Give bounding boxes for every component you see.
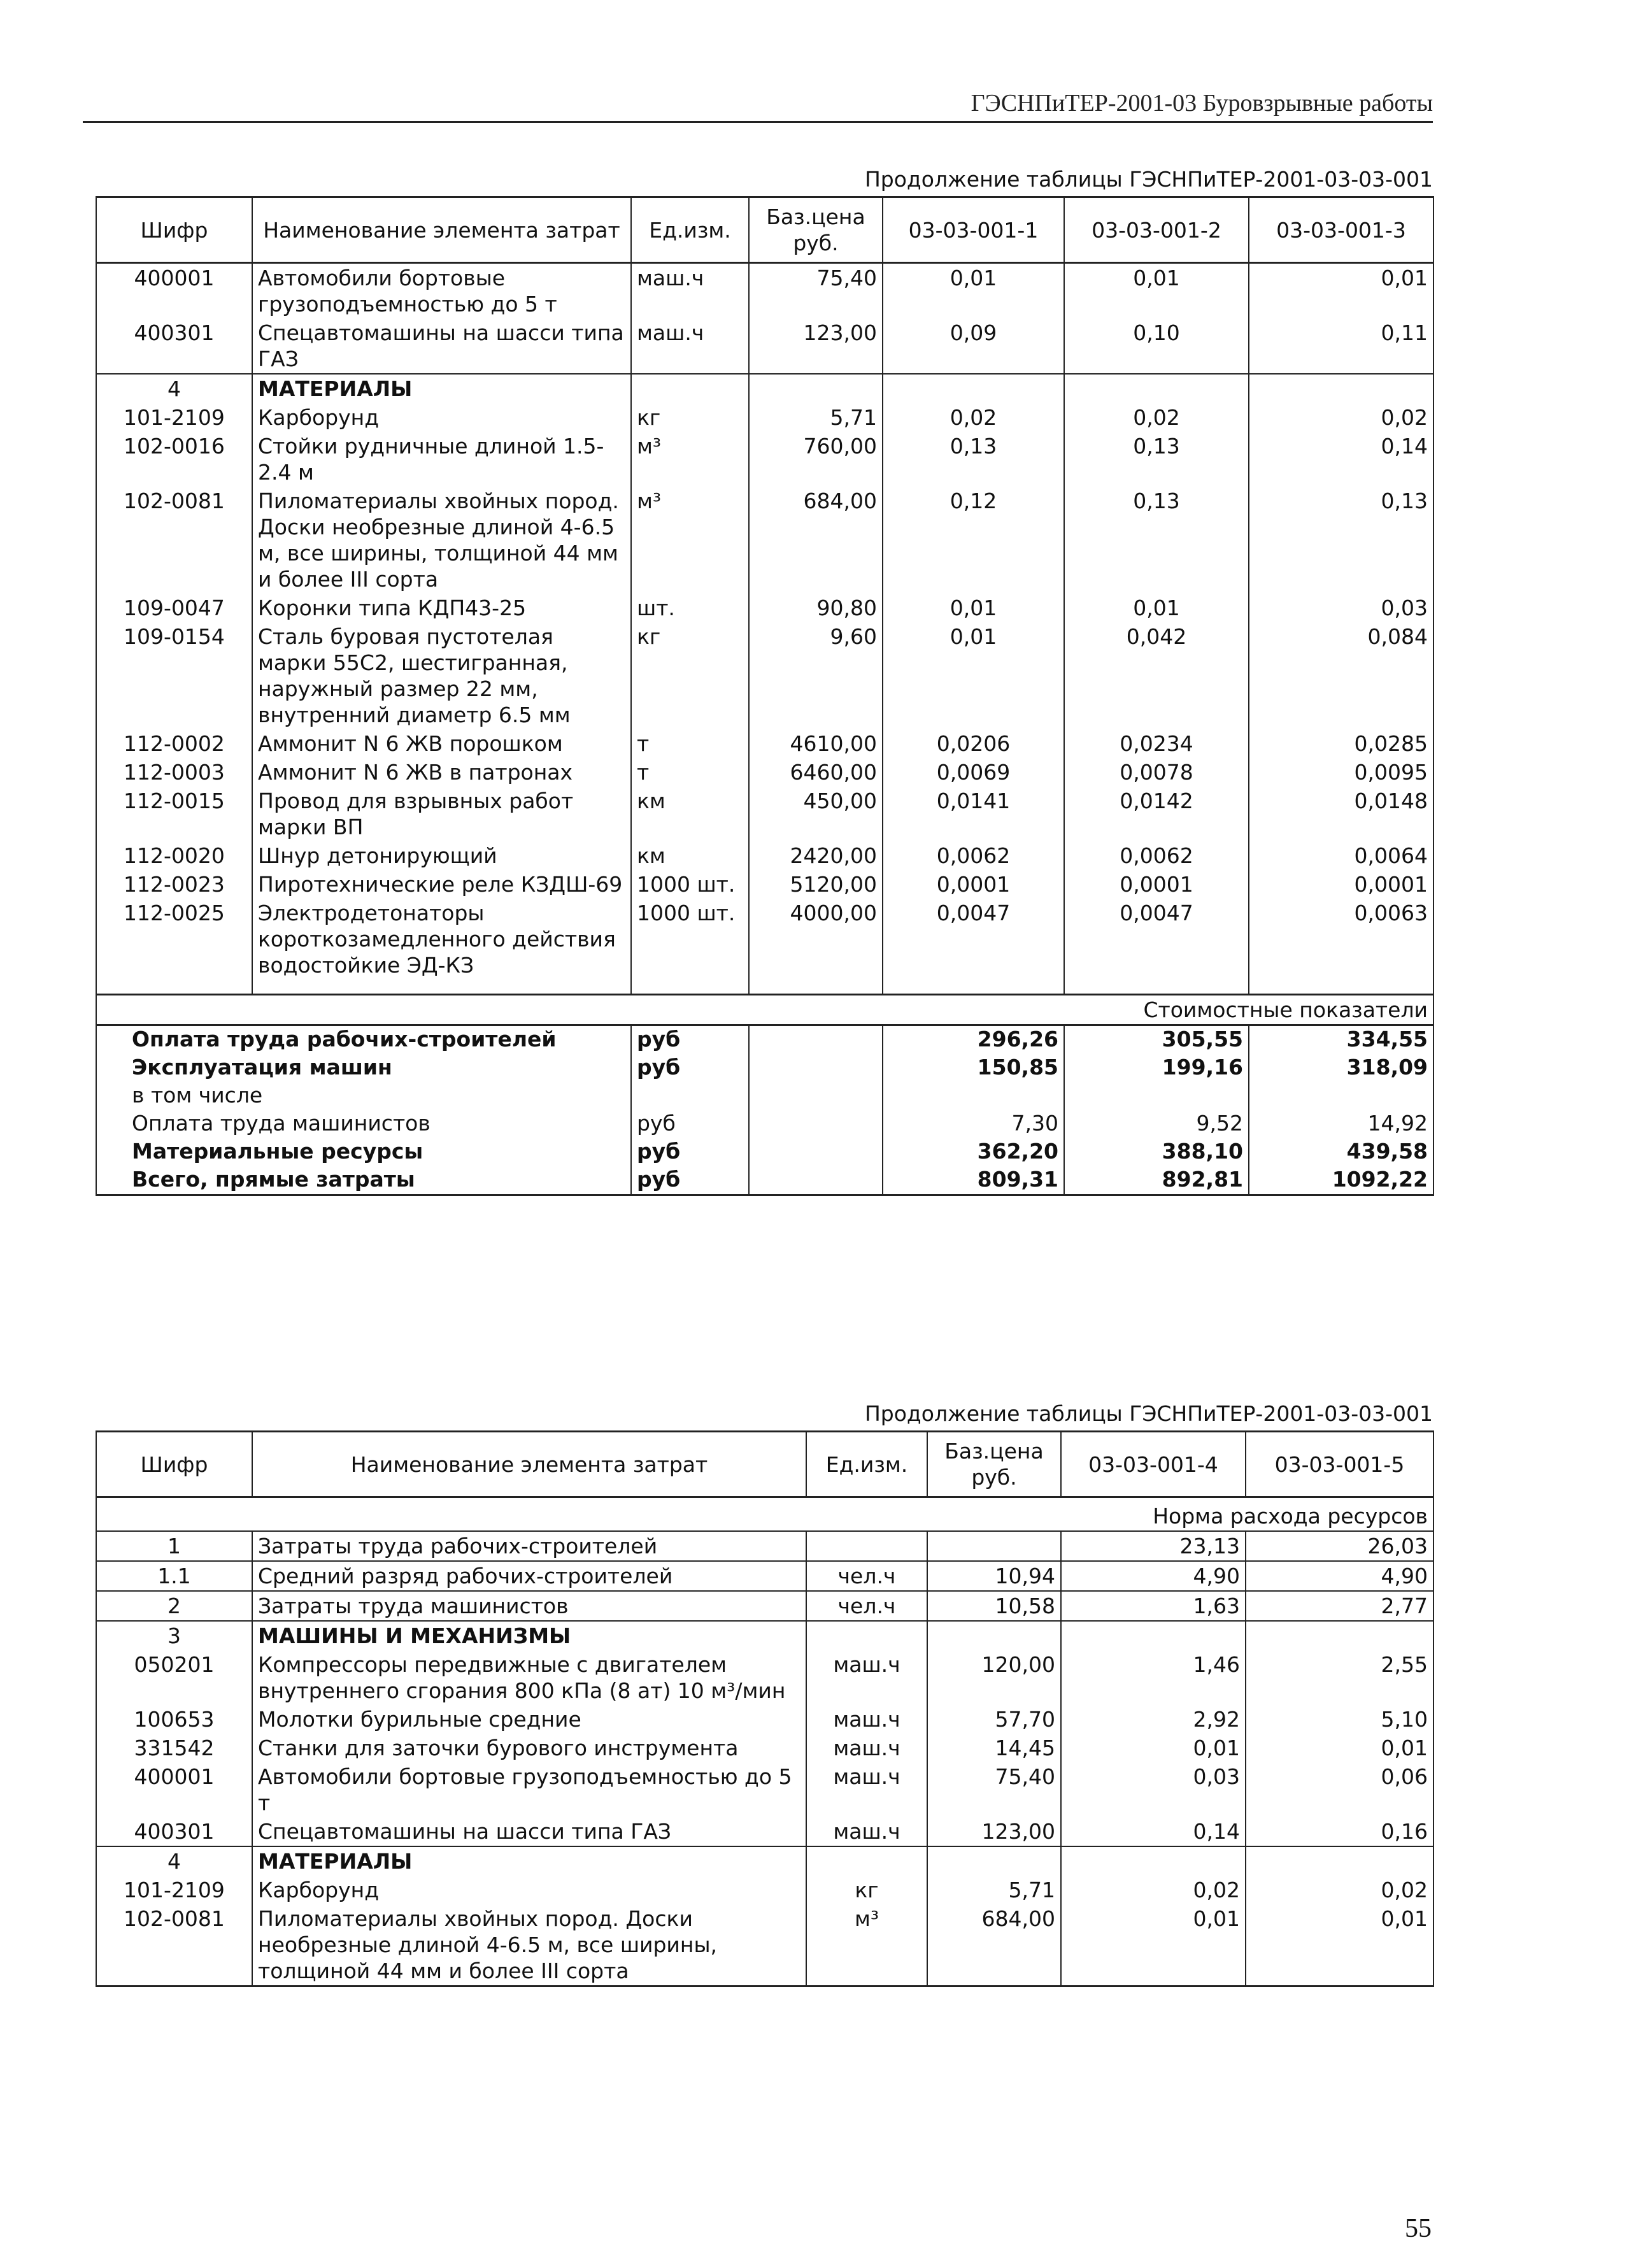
resource-name: Коронки типа КДП43-25 bbox=[252, 594, 631, 622]
resource-code: 101-2109 bbox=[96, 403, 252, 432]
norm-value: 0,084 bbox=[1249, 622, 1433, 729]
resource-price: 5,71 bbox=[749, 403, 883, 432]
resource-code: 112-0015 bbox=[96, 787, 252, 841]
cost-unit: руб bbox=[631, 1054, 749, 1082]
column-header: Шифр bbox=[96, 1432, 252, 1497]
resource-price: 10,94 bbox=[927, 1561, 1061, 1591]
resource-unit: маш.ч bbox=[806, 1817, 927, 1846]
resource-name: Пиломатериалы хвойных пород. Доски необрезные длиной 4-6.5 м, все ширины, толщиной 44 мм и более III сорта bbox=[252, 487, 631, 594]
empty-cell bbox=[749, 1082, 883, 1110]
norm-label: Норма расхода ресурсов bbox=[96, 1497, 1433, 1532]
resource-code: 400001 bbox=[96, 263, 252, 319]
norm-value: 0,02 bbox=[1249, 403, 1433, 432]
table1-body bbox=[96, 197, 1433, 1195]
resource-code: 112-0003 bbox=[96, 758, 252, 787]
resource-price: 4000,00 bbox=[749, 899, 883, 980]
cost-value: 296,26 bbox=[883, 1025, 1064, 1055]
resource-name: Аммонит N 6 ЖВ порошком bbox=[252, 729, 631, 758]
norm-value: 0,0047 bbox=[883, 899, 1064, 980]
resource-code: 050201 bbox=[96, 1650, 252, 1705]
resource-name: Спецавтомашины на шасси типа ГАЗ bbox=[252, 318, 631, 374]
table-row bbox=[96, 318, 1433, 374]
norm-value: 0,01 bbox=[1064, 594, 1249, 622]
norm-value: 0,01 bbox=[883, 594, 1064, 622]
resource-price: 10,58 bbox=[927, 1591, 1061, 1621]
cost-value bbox=[1249, 1082, 1433, 1110]
resource-name: Сталь буровая пустотелая марки 55С2, шестигранная, наружный размер 22 мм, внутренний диаметр 6.5 мм bbox=[252, 622, 631, 729]
resource-unit: чел.ч bbox=[806, 1561, 927, 1591]
table-row bbox=[96, 432, 1433, 487]
resource-price: 75,40 bbox=[749, 263, 883, 319]
table-row bbox=[96, 1621, 1433, 1650]
resource-code: 400301 bbox=[96, 318, 252, 374]
resource-price: 2420,00 bbox=[749, 841, 883, 870]
resource-unit: маш.ч bbox=[806, 1650, 927, 1705]
resource-name: МАТЕРИАЛЫ bbox=[252, 374, 631, 403]
norm-value: 0,09 bbox=[883, 318, 1064, 374]
resource-unit: км bbox=[631, 787, 749, 841]
resource-price: 14,45 bbox=[927, 1734, 1061, 1762]
resource-name: Пиротехнические реле КЗДШ-69 bbox=[252, 870, 631, 899]
norm-value: 0,02 bbox=[1064, 403, 1249, 432]
resource-name: Шнур детонирующий bbox=[252, 841, 631, 870]
table-row bbox=[96, 1650, 1433, 1705]
resource-code: 102-0081 bbox=[96, 487, 252, 594]
table-row bbox=[96, 1734, 1433, 1762]
cost-value: 439,58 bbox=[1249, 1138, 1433, 1166]
table-row bbox=[96, 1817, 1433, 1846]
table-row bbox=[96, 1561, 1433, 1591]
resource-price bbox=[927, 1846, 1061, 1876]
norm-value: 0,01 bbox=[1064, 263, 1249, 319]
resource-name: МАТЕРИАЛЫ bbox=[252, 1846, 806, 1876]
table-row bbox=[96, 1904, 1433, 1986]
resource-code: 331542 bbox=[96, 1734, 252, 1762]
resource-unit: м³ bbox=[631, 432, 749, 487]
resource-code: 3 bbox=[96, 1621, 252, 1650]
norm-value: 0,03 bbox=[1249, 594, 1433, 622]
page-header-title: ГЭСНПиТЕР-2001-03 Буровзрывные работы bbox=[971, 90, 1433, 117]
cost-unit: руб bbox=[631, 1025, 749, 1055]
table1-caption: Продолжение таблицы ГЭСНПиТЕР-2001-03-03-001 bbox=[864, 167, 1433, 192]
empty-cell bbox=[749, 1138, 883, 1166]
norm-value: 0,0234 bbox=[1064, 729, 1249, 758]
norm-value: 1,63 bbox=[1061, 1591, 1246, 1621]
table2-caption: Продолжение таблицы ГЭСНПиТЕР-2001-03-03-001 bbox=[864, 1401, 1433, 1426]
resource-price: 120,00 bbox=[927, 1650, 1061, 1705]
resource-code: 112-0002 bbox=[96, 729, 252, 758]
norm-value: 0,0148 bbox=[1249, 787, 1433, 841]
table-row bbox=[96, 1846, 1433, 1876]
norm-value bbox=[1061, 1846, 1246, 1876]
table-row bbox=[96, 1591, 1433, 1621]
norm-value: 0,03 bbox=[1061, 1762, 1246, 1817]
norm-value: 0,0078 bbox=[1064, 758, 1249, 787]
cost-value: 199,16 bbox=[1064, 1054, 1249, 1082]
resource-name: Автомобили бортовые грузоподъемностью до 5 т bbox=[252, 1762, 806, 1817]
table-row bbox=[96, 1531, 1433, 1561]
table-row bbox=[96, 729, 1433, 758]
resource-unit: кг bbox=[806, 1876, 927, 1904]
resource-code: 1.1 bbox=[96, 1561, 252, 1591]
norm-value: 2,92 bbox=[1061, 1705, 1246, 1734]
resource-price: 5,71 bbox=[927, 1876, 1061, 1904]
resource-price: 75,40 bbox=[927, 1762, 1061, 1817]
table-row bbox=[96, 841, 1433, 870]
resource-name: Автомобили бортовые грузоподъемностью до 5 т bbox=[252, 263, 631, 319]
table-row bbox=[96, 870, 1433, 899]
cost-name: в том числе bbox=[96, 1082, 631, 1110]
cost-row bbox=[96, 1166, 1433, 1195]
norm-label-row bbox=[96, 1497, 1433, 1532]
resource-code: 4 bbox=[96, 374, 252, 403]
resource-unit: шт. bbox=[631, 594, 749, 622]
norm-value: 0,16 bbox=[1246, 1817, 1433, 1846]
cost-value: 334,55 bbox=[1249, 1025, 1433, 1055]
resource-name: Карборунд bbox=[252, 1876, 806, 1904]
cost-value: 1092,22 bbox=[1249, 1166, 1433, 1195]
table-row bbox=[96, 787, 1433, 841]
cost-row bbox=[96, 1110, 1433, 1138]
resource-unit bbox=[806, 1846, 927, 1876]
cost-row bbox=[96, 1054, 1433, 1082]
column-header: Шифр bbox=[96, 197, 252, 263]
resource-code: 112-0020 bbox=[96, 841, 252, 870]
table-row bbox=[96, 1705, 1433, 1734]
resource-unit bbox=[806, 1531, 927, 1561]
norm-value: 5,10 bbox=[1246, 1705, 1433, 1734]
norm-value: 0,0063 bbox=[1249, 899, 1433, 980]
cost-unit: руб bbox=[631, 1110, 749, 1138]
norm-value: 0,0064 bbox=[1249, 841, 1433, 870]
norm-value: 0,14 bbox=[1061, 1817, 1246, 1846]
resource-name: Спецавтомашины на шасси типа ГАЗ bbox=[252, 1817, 806, 1846]
norm-value: 0,0062 bbox=[1064, 841, 1249, 870]
resource-table-1 bbox=[96, 196, 1434, 1196]
resource-name: Станки для заточки бурового инструмента bbox=[252, 1734, 806, 1762]
resource-unit: 1000 шт. bbox=[631, 870, 749, 899]
cost-value: 305,55 bbox=[1064, 1025, 1249, 1055]
resource-price: 5120,00 bbox=[749, 870, 883, 899]
norm-value: 0,02 bbox=[883, 403, 1064, 432]
spacer-cell bbox=[1249, 980, 1433, 995]
norm-value bbox=[1061, 1621, 1246, 1650]
empty-cell bbox=[749, 1054, 883, 1082]
cost-name: Материальные ресурсы bbox=[96, 1138, 631, 1166]
norm-value: 0,0001 bbox=[1249, 870, 1433, 899]
norm-value bbox=[883, 374, 1064, 403]
resource-name: Стойки рудничные длиной 1.5-2.4 м bbox=[252, 432, 631, 487]
norm-value: 0,01 bbox=[1249, 263, 1433, 319]
norm-value: 0,13 bbox=[883, 432, 1064, 487]
resource-unit: маш.ч bbox=[631, 263, 749, 319]
cost-indicators-label-row bbox=[96, 995, 1433, 1025]
resource-price: 9,60 bbox=[749, 622, 883, 729]
resource-unit: маш.ч bbox=[631, 318, 749, 374]
cost-unit: руб bbox=[631, 1166, 749, 1195]
spacer-cell bbox=[883, 980, 1064, 995]
spacer-cell bbox=[252, 980, 631, 995]
norm-value: 0,01 bbox=[1246, 1904, 1433, 1986]
table-row bbox=[96, 1762, 1433, 1817]
resource-name: Молотки бурильные средние bbox=[252, 1705, 806, 1734]
column-header: 03-03-001-2 bbox=[1064, 197, 1249, 263]
norm-value: 0,13 bbox=[1064, 432, 1249, 487]
resource-price: 123,00 bbox=[749, 318, 883, 374]
cost-indicators-label: Стоимостные показатели bbox=[96, 995, 1433, 1025]
resource-unit: кг bbox=[631, 403, 749, 432]
norm-value: 0,0062 bbox=[883, 841, 1064, 870]
norm-value bbox=[1246, 1621, 1433, 1650]
norm-value: 0,02 bbox=[1061, 1876, 1246, 1904]
resource-name: Электродетонаторы короткозамедленного действия водостойкие ЭД-КЗ bbox=[252, 899, 631, 980]
column-header: 03-03-001-5 bbox=[1246, 1432, 1433, 1497]
table1-header-row bbox=[96, 197, 1433, 263]
norm-value: 0,042 bbox=[1064, 622, 1249, 729]
resource-unit: м³ bbox=[806, 1904, 927, 1986]
cost-name: Эксплуатация машин bbox=[96, 1054, 631, 1082]
cost-row bbox=[96, 1025, 1433, 1055]
norm-value: 0,0095 bbox=[1249, 758, 1433, 787]
norm-value: 4,90 bbox=[1061, 1561, 1246, 1591]
norm-value: 1,46 bbox=[1061, 1650, 1246, 1705]
page-header bbox=[83, 83, 1433, 123]
resource-price: 684,00 bbox=[927, 1904, 1061, 1986]
norm-value: 0,01 bbox=[1061, 1734, 1246, 1762]
resource-table-2 bbox=[96, 1430, 1434, 1987]
table-row bbox=[96, 899, 1433, 980]
resource-price bbox=[927, 1621, 1061, 1650]
norm-value: 0,06 bbox=[1246, 1762, 1433, 1817]
column-header: Наименование элемента затрат bbox=[252, 197, 631, 263]
norm-value: 2,55 bbox=[1246, 1650, 1433, 1705]
norm-value: 0,01 bbox=[1246, 1734, 1433, 1762]
norm-value: 0,14 bbox=[1249, 432, 1433, 487]
cost-row bbox=[96, 1138, 1433, 1166]
cost-unit bbox=[631, 1082, 749, 1110]
table-spacer-row bbox=[96, 980, 1433, 995]
resource-name: Аммонит N 6 ЖВ в патронах bbox=[252, 758, 631, 787]
column-header: Ед.изм. bbox=[631, 197, 749, 263]
norm-value: 0,01 bbox=[883, 622, 1064, 729]
resource-price bbox=[749, 374, 883, 403]
table-row bbox=[96, 1876, 1433, 1904]
spacer-cell bbox=[631, 980, 749, 995]
norm-value bbox=[1249, 374, 1433, 403]
resource-unit: т bbox=[631, 729, 749, 758]
norm-value: 26,03 bbox=[1246, 1531, 1433, 1561]
column-header: Ед.изм. bbox=[806, 1432, 927, 1497]
resource-code: 102-0016 bbox=[96, 432, 252, 487]
norm-value: 0,10 bbox=[1064, 318, 1249, 374]
resource-code: 101-2109 bbox=[96, 1876, 252, 1904]
spacer-cell bbox=[96, 980, 252, 995]
resource-name: Компрессоры передвижные с двигателем внутреннего сгорания 800 кПа (8 ат) 10 м³/мин bbox=[252, 1650, 806, 1705]
norm-value: 0,13 bbox=[1249, 487, 1433, 594]
norm-value: 4,90 bbox=[1246, 1561, 1433, 1591]
resource-unit: км bbox=[631, 841, 749, 870]
resource-code: 2 bbox=[96, 1591, 252, 1621]
resource-price bbox=[927, 1531, 1061, 1561]
resource-unit: кг bbox=[631, 622, 749, 729]
cost-name: Всего, прямые затраты bbox=[96, 1166, 631, 1195]
norm-value: 0,0001 bbox=[1064, 870, 1249, 899]
resource-price: 123,00 bbox=[927, 1817, 1061, 1846]
resource-price: 760,00 bbox=[749, 432, 883, 487]
empty-cell bbox=[749, 1110, 883, 1138]
resource-code: 112-0025 bbox=[96, 899, 252, 980]
cost-value bbox=[1064, 1082, 1249, 1110]
norm-value: 0,11 bbox=[1249, 318, 1433, 374]
norm-value: 2,77 bbox=[1246, 1591, 1433, 1621]
norm-value: 0,0285 bbox=[1249, 729, 1433, 758]
norm-value: 0,13 bbox=[1064, 487, 1249, 594]
resource-unit: маш.ч bbox=[806, 1762, 927, 1817]
resource-unit: маш.ч bbox=[806, 1734, 927, 1762]
norm-value: 23,13 bbox=[1061, 1531, 1246, 1561]
cost-value: 388,10 bbox=[1064, 1138, 1249, 1166]
cost-value: 14,92 bbox=[1249, 1110, 1433, 1138]
table2-body bbox=[96, 1432, 1433, 1986]
resource-unit bbox=[631, 374, 749, 403]
cost-value: 362,20 bbox=[883, 1138, 1064, 1166]
resource-unit: т bbox=[631, 758, 749, 787]
table-row bbox=[96, 487, 1433, 594]
resource-price: 90,80 bbox=[749, 594, 883, 622]
cost-name: Оплата труда машинистов bbox=[96, 1110, 631, 1138]
resource-unit: м³ bbox=[631, 487, 749, 594]
norm-value: 0,0069 bbox=[883, 758, 1064, 787]
column-header: 03-03-001-3 bbox=[1249, 197, 1433, 263]
resource-unit: 1000 шт. bbox=[631, 899, 749, 980]
resource-unit: чел.ч bbox=[806, 1591, 927, 1621]
resource-code: 102-0081 bbox=[96, 1904, 252, 1986]
resource-name: Затраты труда рабочих-строителей bbox=[252, 1531, 806, 1561]
column-header: Наименование элемента затрат bbox=[252, 1432, 806, 1497]
norm-value: 0,02 bbox=[1246, 1876, 1433, 1904]
column-header: Баз.цена руб. bbox=[927, 1432, 1061, 1497]
column-header: 03-03-001-1 bbox=[883, 197, 1064, 263]
resource-code: 100653 bbox=[96, 1705, 252, 1734]
resource-code: 109-0154 bbox=[96, 622, 252, 729]
table-row bbox=[96, 758, 1433, 787]
resource-code: 400301 bbox=[96, 1817, 252, 1846]
empty-cell bbox=[749, 1166, 883, 1195]
cost-name: Оплата труда рабочих-строителей bbox=[96, 1025, 631, 1055]
norm-value bbox=[1246, 1846, 1433, 1876]
norm-value: 0,0142 bbox=[1064, 787, 1249, 841]
cost-value: 7,30 bbox=[883, 1110, 1064, 1138]
table2-header-row bbox=[96, 1432, 1433, 1497]
resource-code: 400001 bbox=[96, 1762, 252, 1817]
resource-name: Пиломатериалы хвойных пород. Доски необрезные длиной 4-6.5 м, все ширины, толщиной 44 мм и более III сорта bbox=[252, 1904, 806, 1986]
resource-price: 684,00 bbox=[749, 487, 883, 594]
resource-unit: маш.ч bbox=[806, 1705, 927, 1734]
cost-value: 150,85 bbox=[883, 1054, 1064, 1082]
resource-code: 112-0023 bbox=[96, 870, 252, 899]
table-row bbox=[96, 622, 1433, 729]
page-number: 55 bbox=[1405, 2214, 1432, 2243]
cost-value: 809,31 bbox=[883, 1166, 1064, 1195]
resource-price: 6460,00 bbox=[749, 758, 883, 787]
cost-value bbox=[883, 1082, 1064, 1110]
cost-row bbox=[96, 1082, 1433, 1110]
resource-code: 1 bbox=[96, 1531, 252, 1561]
table-row bbox=[96, 263, 1433, 319]
resource-price: 4610,00 bbox=[749, 729, 883, 758]
spacer-cell bbox=[749, 980, 883, 995]
norm-value: 0,0001 bbox=[883, 870, 1064, 899]
cost-value: 892,81 bbox=[1064, 1166, 1249, 1195]
resource-code: 4 bbox=[96, 1846, 252, 1876]
table-row bbox=[96, 594, 1433, 622]
norm-value: 0,01 bbox=[1061, 1904, 1246, 1986]
norm-value: 0,0141 bbox=[883, 787, 1064, 841]
column-header: 03-03-001-4 bbox=[1061, 1432, 1246, 1497]
empty-cell bbox=[749, 1025, 883, 1055]
resource-price: 450,00 bbox=[749, 787, 883, 841]
resource-code: 109-0047 bbox=[96, 594, 252, 622]
resource-price: 57,70 bbox=[927, 1705, 1061, 1734]
norm-value bbox=[1064, 374, 1249, 403]
spacer-cell bbox=[1064, 980, 1249, 995]
resource-name: Средний разряд рабочих-строителей bbox=[252, 1561, 806, 1591]
resource-name: Карборунд bbox=[252, 403, 631, 432]
cost-value: 318,09 bbox=[1249, 1054, 1433, 1082]
cost-value: 9,52 bbox=[1064, 1110, 1249, 1138]
norm-value: 0,12 bbox=[883, 487, 1064, 594]
table-row bbox=[96, 374, 1433, 403]
column-header: Баз.цена руб. bbox=[749, 197, 883, 263]
resource-name: Затраты труда машинистов bbox=[252, 1591, 806, 1621]
table-row bbox=[96, 403, 1433, 432]
resource-name: Провод для взрывных работ марки ВП bbox=[252, 787, 631, 841]
resource-unit bbox=[806, 1621, 927, 1650]
resource-name: МАШИНЫ И МЕХАНИЗМЫ bbox=[252, 1621, 806, 1650]
norm-value: 0,0206 bbox=[883, 729, 1064, 758]
norm-value: 0,01 bbox=[883, 263, 1064, 319]
norm-value: 0,0047 bbox=[1064, 899, 1249, 980]
cost-unit: руб bbox=[631, 1138, 749, 1166]
